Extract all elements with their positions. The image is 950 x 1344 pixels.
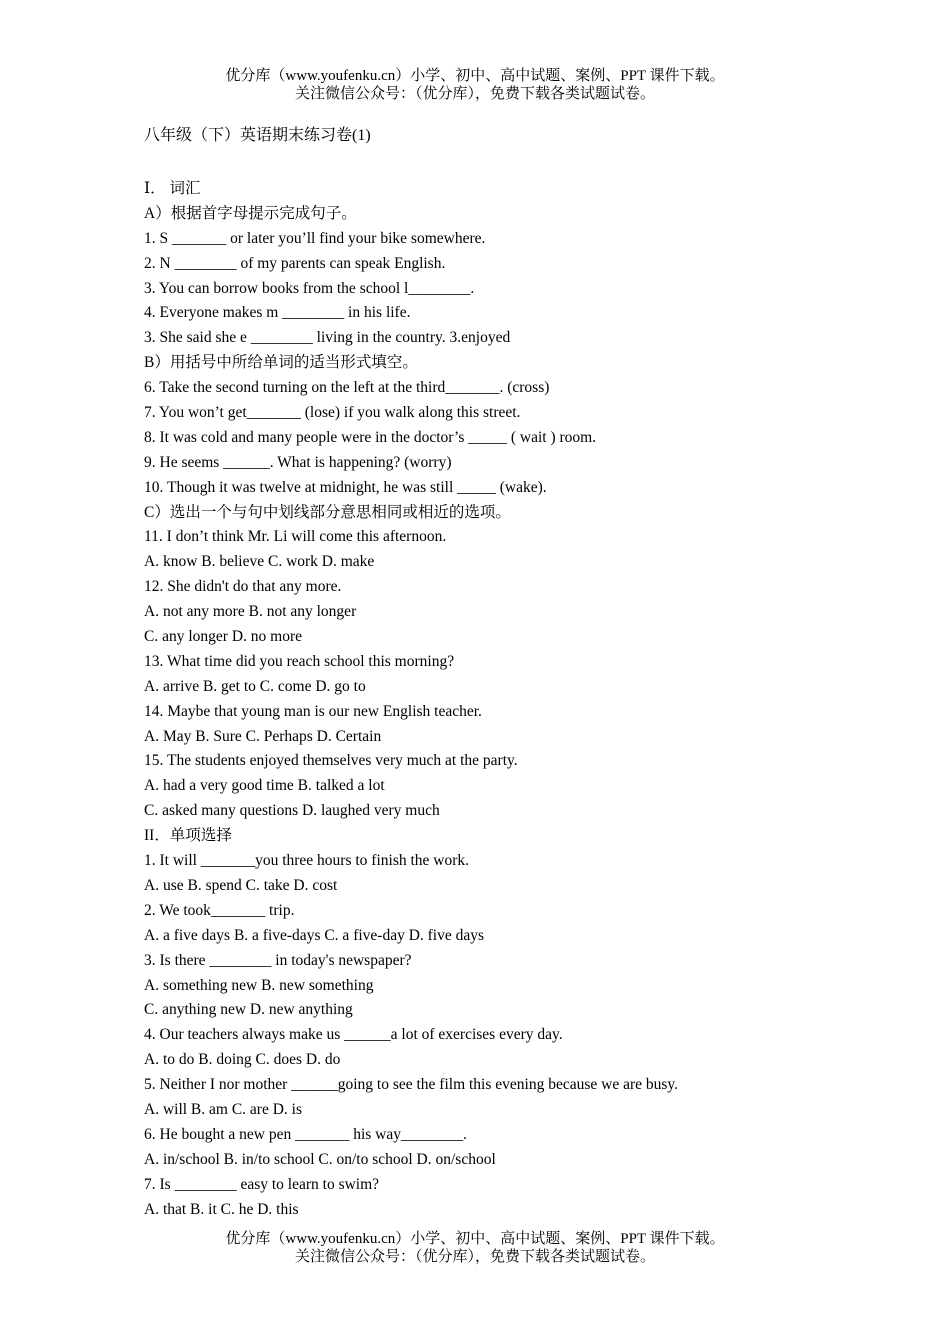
text-line: 7. You won’t get_______ (lose) if you walk along this street. bbox=[144, 404, 521, 422]
text-line: 7. Is ________ easy to learn to swim? bbox=[144, 1175, 380, 1193]
text-line: A. will B. am C. are D. is bbox=[144, 1100, 302, 1118]
text-line: A）根据首字母提示完成句子。 bbox=[144, 204, 357, 222]
text-line: 10. Though it was twelve at midnight, he was still _____ (wake). bbox=[144, 478, 547, 496]
text-line: 3. Is there ________ in today's newspaper? bbox=[144, 951, 412, 969]
text-line: 12. She didn't do that any more. bbox=[144, 578, 342, 596]
text-line: A. a five days B. a five-days C. a five-day D. five days bbox=[144, 926, 485, 944]
text-line: A. not any more B. not any longer bbox=[144, 603, 357, 621]
text-line: A. had a very good time B. talked a lot bbox=[144, 777, 385, 795]
text-line: 6. He bought a new pen _______ his way________. bbox=[144, 1125, 467, 1143]
text-line: 14. Maybe that young man is our new English teacher. bbox=[144, 702, 482, 720]
exercise-content bbox=[144, 177, 844, 1222]
text-line: A. use B. spend C. take D. cost bbox=[144, 876, 338, 894]
text-line: A. something new B. new something bbox=[144, 976, 374, 994]
text-line: B）用括号中所给单词的适当形式填空。 bbox=[144, 354, 418, 372]
text-line: A. in/school B. in/to school C. on/to school D. on/school bbox=[144, 1150, 496, 1168]
text-line: 3. You can borrow books from the school l________. bbox=[144, 279, 475, 297]
text-line: A. know B. believe C. work D. make bbox=[144, 553, 375, 571]
text-line: 15. The students enjoyed themselves very much at the party. bbox=[144, 752, 518, 770]
text-line: A. May B. Sure C. Perhaps D. Certain bbox=[144, 727, 382, 745]
header-line-2: 关注微信公众号：（优分库），免费下载各类试题试卷。 bbox=[294, 86, 655, 102]
text-line: 11. I don’t think Mr. Li will come this afternoon. bbox=[144, 528, 447, 546]
text-line: A. to do B. doing C. does D. do bbox=[144, 1051, 341, 1069]
text-line: 4. Everyone makes m ________ in his life. bbox=[144, 304, 411, 322]
footer-line-2: 关注微信公众号：（优分库），免费下载各类试题试卷。 bbox=[294, 1249, 655, 1265]
text-line: 3. She said she e ________ living in the country. 3.enjoyed bbox=[144, 329, 511, 347]
text-line: 2. We took_______ trip. bbox=[144, 901, 295, 919]
text-line: C）选出一个与句中划线部分意思相同或相近的选项。 bbox=[144, 503, 511, 521]
text-line: 8. It was cold and many people were in the doctor’s _____ ( wait ) room. bbox=[144, 428, 597, 446]
text-line: 13. What time did you reach school this morning? bbox=[144, 652, 455, 670]
text-line: 4. Our teachers always make us ______a lot of exercises every day. bbox=[144, 1026, 563, 1044]
text-line: II．单项选择 bbox=[144, 827, 232, 845]
text-line: Ⅰ． 词汇 bbox=[144, 180, 201, 197]
text-line: A. that B. it C. he D. this bbox=[144, 1200, 299, 1218]
text-line: C. anything new D. new anything bbox=[144, 1001, 353, 1019]
text-line: 1. It will _______you three hours to finish the work. bbox=[144, 852, 470, 870]
text-line: A. arrive B. get to C. come D. go to bbox=[144, 677, 366, 695]
document-title: 八年级（下）英语期末练习卷(1) bbox=[144, 127, 371, 144]
text-line: 5. Neither I nor mother ______going to see the film this evening because we are busy. bbox=[144, 1076, 679, 1094]
text-line: 9. He seems ______. What is happening? (worry) bbox=[144, 453, 452, 471]
footer-line-1: 优分库（www.youfenku.cn）小学、初中、高中试题、案例、PPT 课件下载。 bbox=[225, 1231, 725, 1247]
text-line: C. any longer D. no more bbox=[144, 628, 302, 646]
page-footer bbox=[0, 1230, 950, 1266]
page-header bbox=[0, 67, 950, 103]
text-line: 1. S _______ or later you’ll find your bike somewhere. bbox=[144, 229, 486, 247]
header-line-1: 优分库（www.youfenku.cn）小学、初中、高中试题、案例、PPT 课件下载。 bbox=[225, 68, 725, 84]
text-line: 2. N ________ of my parents can speak English. bbox=[144, 254, 446, 272]
text-line: 6. Take the second turning on the left at the third_______. (cross) bbox=[144, 379, 550, 397]
text-line: C. asked many questions D. laughed very much bbox=[144, 802, 440, 820]
